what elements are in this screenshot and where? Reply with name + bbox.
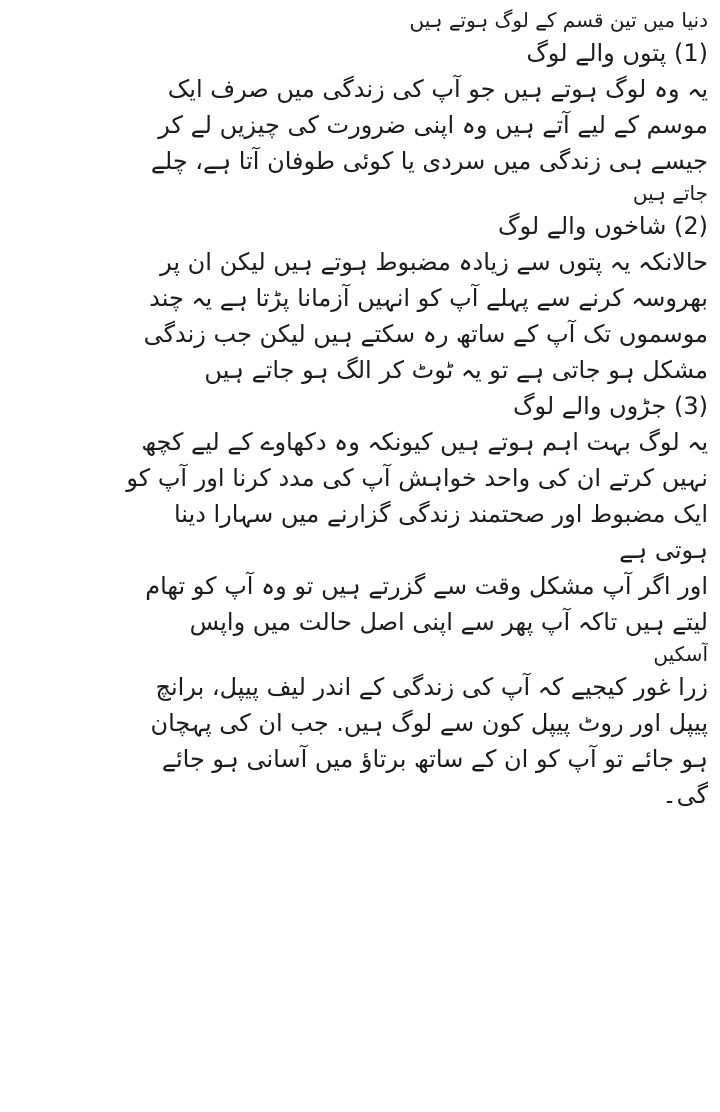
paragraph-line: لیتے ہیں تاکہ آپ پھر سے اپنی اصل حالت میں واپس	[189, 608, 708, 636]
intro-line: دنیا میں تین قسم کے لوگ ہوتے ہیں	[409, 8, 708, 32]
paragraph-line: بھروسہ کرنے سے پہلے آپ کو انہیں آزمانا پڑتا ہے یہ چند	[149, 284, 708, 312]
closing-line: گی۔	[662, 781, 708, 809]
paragraph-line: نہیں کرتے ان کی واحد خواہش آپ کی مدد کرنا اور آپ کو	[126, 464, 708, 492]
paragraph-line: جاتے ہیں	[632, 181, 708, 205]
paragraph-line: حالانکہ یہ پتوں سے زیادہ مضبوط ہوتے ہیں لیکن ان پر	[160, 248, 708, 276]
paragraph-line: مشکل ہو جاتی ہے تو یہ ٹوٹ کر الگ ہو جاتے ہیں	[204, 356, 708, 384]
paragraph-line: موسموں تک آپ کے ساتھ رہ سکتے ہیں لیکن جب زندگی	[143, 320, 708, 348]
paragraph-line: یہ وہ لوگ ہوتے ہیں جو آپ کی زندگی میں صرف ایک	[167, 75, 708, 103]
paragraph-line: جیسے ہی زندگی میں سردی یا کوئی طوفان آتا ہے، چلے	[150, 147, 708, 175]
closing-line: پیپل اور روٹ پیپل کون سے لوگ ہیں. جب ان کی پہچان	[150, 709, 708, 737]
closing-line: زرا غور کیجیے کہ آپ کی زندگی کے اندر لیف پیپل، برانچ	[155, 673, 708, 701]
heading-leaf-people: (1) پتوں والے لوگ	[526, 39, 708, 67]
closing-line: ہو جائے تو آپ کو ان کے ساتھ برتاؤ میں آسانی ہو جائے	[161, 745, 708, 773]
paragraph-line: یہ لوگ بہت اہم ہوتے ہیں کیونکہ وہ دکھاوے کے لیے کچھ	[141, 428, 708, 456]
heading-root-people: (3) جڑوں والے لوگ	[512, 392, 708, 420]
paragraph-line: ایک مضبوط اور صحتمند زندگی گزارنے میں سہارا دینا	[173, 500, 708, 528]
paragraph-line: اور اگر آپ مشکل وقت سے گزرتے ہیں تو وہ آپ کو تھام	[145, 572, 708, 600]
heading-branch-people: (2) شاخوں والے لوگ	[497, 212, 708, 240]
paragraph-line: ہوتی ہے	[619, 536, 708, 564]
paragraph-line: موسم کے لیے آتے ہیں وہ اپنی ضرورت کی چیزیں لے کر	[158, 111, 708, 139]
paragraph-line: آسکیں	[653, 642, 708, 666]
